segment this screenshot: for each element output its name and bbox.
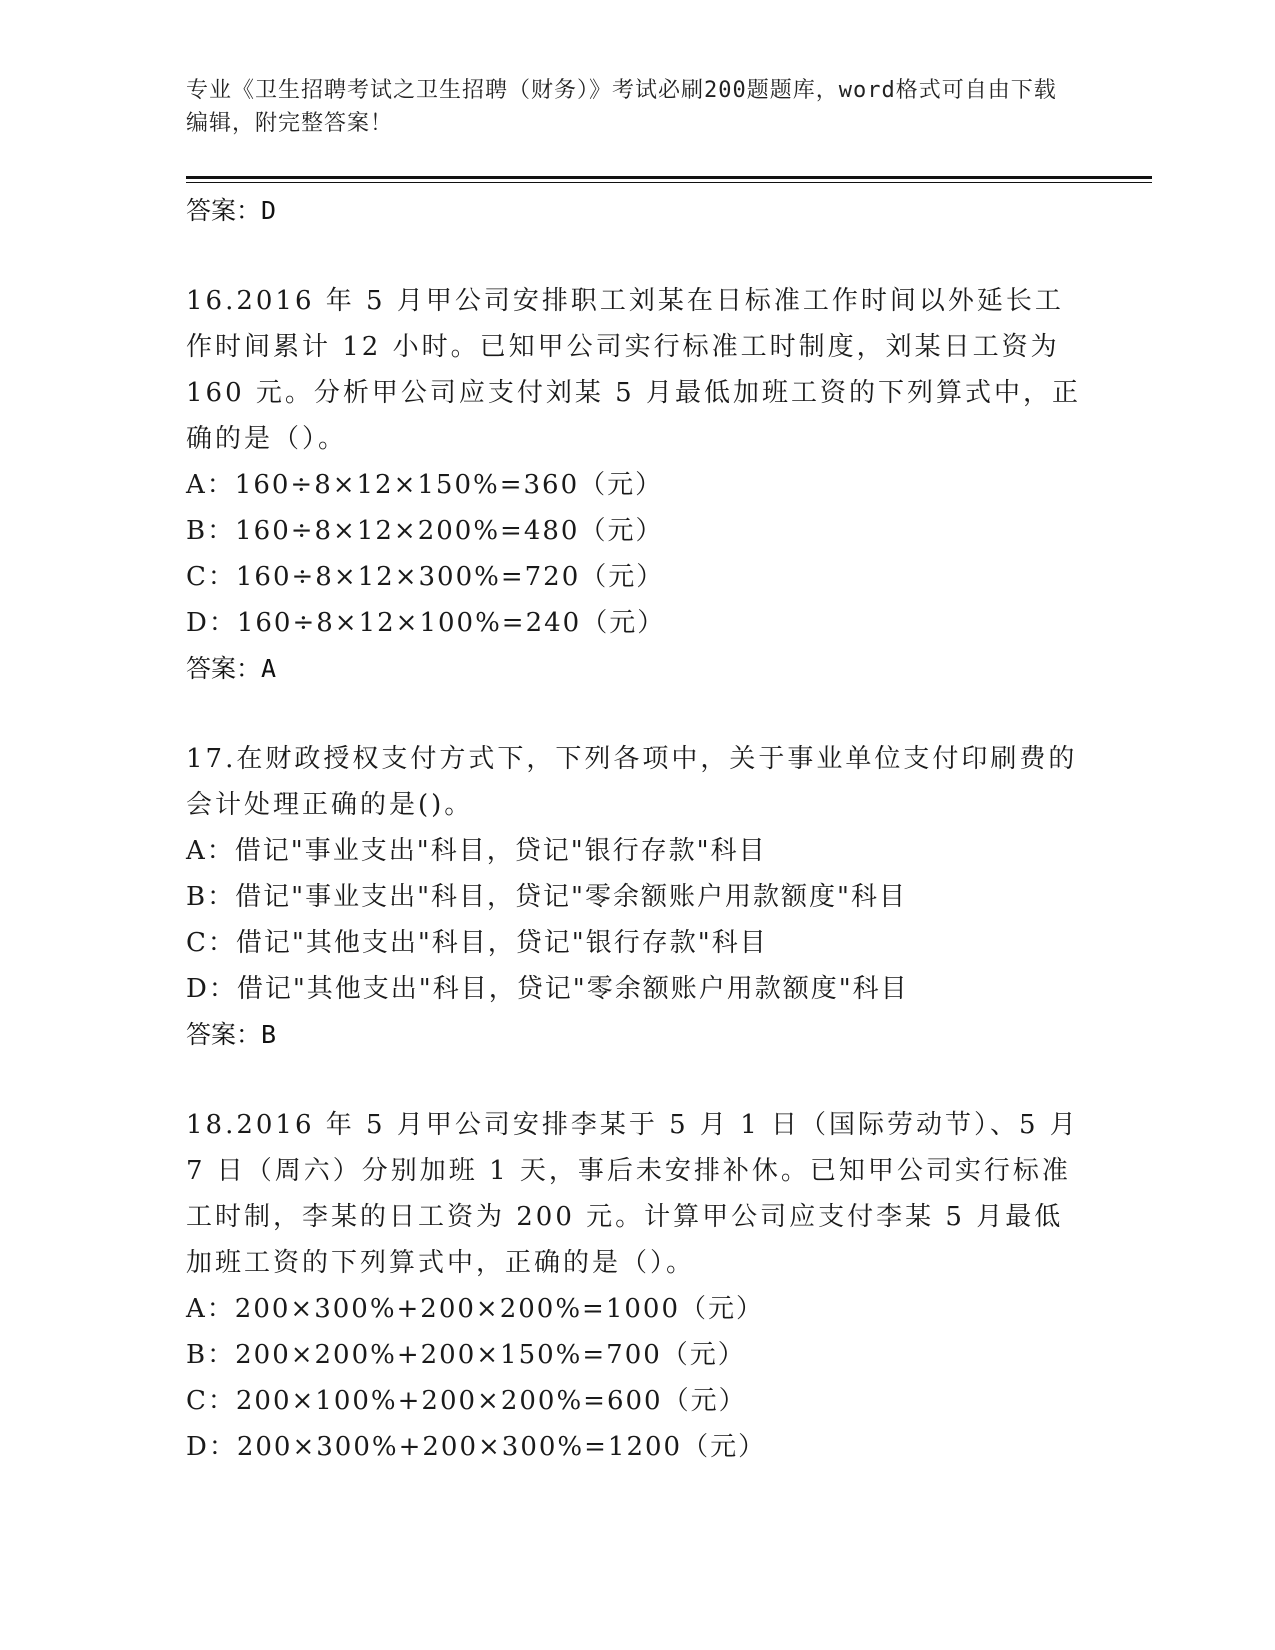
question-list: [186, 188, 1086, 1470]
option-d: D：160÷8×12×100%=240（元）: [186, 608, 666, 638]
option-b: B：160÷8×12×200%=480（元）: [186, 516, 664, 546]
question-answer: 答案：A: [186, 654, 277, 683]
option-c: C：200×100%+200×200%=600（元）: [186, 1386, 747, 1416]
question-stem: 18.2016 年 5 月甲公司安排李某于 5 月 1 日（国际劳动节）、5 月 7 日（周六）分别加班 1 天，事后未安排补休。已知甲公司实行标准工时制，李某的日工资为 200 元。计算甲公司应支付李某 5 月最低加班工资的下列算式中，正确的是（）。: [186, 1110, 1079, 1278]
option-b: B：200×200%+200×150%=700（元）: [186, 1340, 746, 1370]
option-a: A：200×300%+200×200%=1000（元）: [186, 1294, 764, 1324]
option-a: A：借记"事业支出"科目，贷记"银行存款"科目: [186, 836, 767, 866]
header-rule-thin: [186, 182, 1152, 183]
question-stem: 16.2016 年 5 月甲公司安排职工刘某在日标准工作时间以外延长工作时间累计 12 小时。已知甲公司实行标准工时制度，刘某日工资为 160 元。分析甲公司应支付刘某 5 月最低加班工资的下列算式中，正确的是（）。: [186, 286, 1081, 454]
question-stem: 17.在财政授权支付方式下，下列各项中，关于事业单位支付印刷费的会计处理正确的是()。: [186, 744, 1078, 820]
option-b: B：借记"事业支出"科目，贷记"零余额账户用款额度"科目: [186, 882, 907, 912]
page-header: 专业《卫生招聘考试之卫生招聘（财务）》考试必刷200题题库，word格式可自由下载编辑，附完整答案！: [186, 78, 1057, 136]
option-d: D：借记"其他支出"科目，贷记"零余额账户用款额度"科目: [186, 974, 909, 1004]
option-d: D：200×300%+200×300%=1200（元）: [186, 1432, 767, 1462]
option-c: C：借记"其他支出"科目，贷记"银行存款"科目: [186, 928, 768, 958]
question-answer: 答案：B: [186, 1020, 277, 1049]
header-rule-thick: [186, 176, 1152, 179]
question-16: [186, 278, 1086, 692]
option-a: A：160÷8×12×150%=360（元）: [186, 470, 664, 500]
question-17: [186, 736, 1086, 1058]
previous-answer: 答案：D: [186, 196, 277, 225]
question-18: [186, 1102, 1086, 1470]
option-c: C：160÷8×12×300%=720（元）: [186, 562, 665, 592]
